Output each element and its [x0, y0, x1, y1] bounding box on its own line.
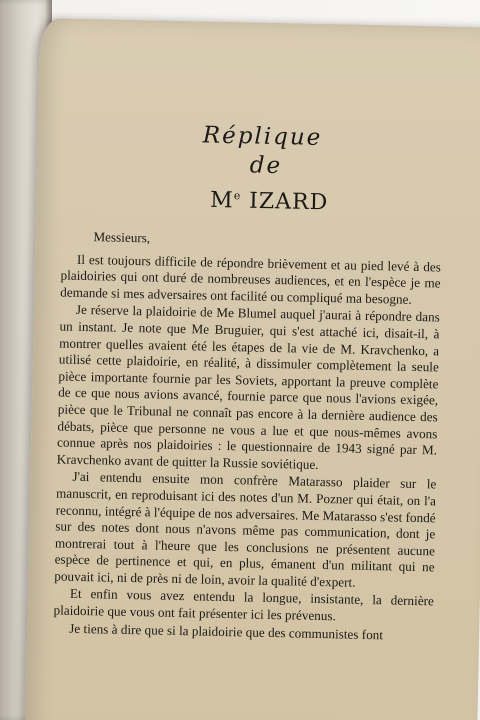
salutation: Messieurs,: [93, 229, 151, 246]
title-prefix: M: [209, 187, 234, 214]
title-line-de: de: [249, 152, 283, 180]
title-surname: IZARD: [248, 188, 329, 216]
paragraph-1: Il est toujours difficile de répondre brièvement et au pied levé à des plaidoiries qui ont duré de nombreuses audiences, et en l'espèce je me demande si mes adversaires ont facilité ou compliqué ma besogne.: [60, 251, 442, 307]
title-line-name: [72, 177, 467, 223]
body-text: [53, 228, 441, 644]
paragraph-4: Et enfin vous avez entendu la longue, insistante, la dernière plaidoirie que vous ont fait présenter ici les prévenus.: [53, 586, 435, 624]
paragraph-3: J'ai entendu ensuite mon confrère Matarasso plaider sur le manuscrit, en reproduisant ici des notes d'un M. Pozner qui était, on l'a reconnu, intégré à l'équipe de nos adversaires. Me Matarasso s'est fondé sur des notes dont nous n'avons même pas communication, dont je montrerai tout à l'heure que les conclusions ne présentent aucune espèce de pertinence et qui, en plus, émanent d'un militant qui ne pouvait ici, ni de près ni de loin, avoir la qualité d'expert.: [54, 469, 437, 590]
book-page: [25, 18, 480, 720]
title-prefix-sup: e: [233, 189, 242, 203]
paragraph-5: Je tiens à dire que si la plaidoirie que des communistes font: [69, 620, 384, 642]
paragraph-2: Je réserve la plaidoirie de Me Blumel auquel j'aurai à répondre dans un instant. Je note que Me Bruguier, qui s'est attaché ici, disait-il, à montrer quelles avaient été les étapes de la vie de M. Kravchenko, a utilisé cette plaidoirie, en réalité, à dissimuler complètement la seule pièce importante fournie par les Soviets, apportant la preuve complète de ce que nous avions avancé, fournie parce que nous l'avions exigée, pièce que le Tribunal ne connaît pas encore à la dernière audience des débats, pièce que personne ne vous a lue et que nous-mêmes avons connue après nos plaidoiries : le questionnaire de 1943 signé par M. Kravchenko avant de quitter la Russie soviétique.: [56, 302, 440, 472]
title-line-replique: Réplique: [202, 122, 323, 151]
chapter-title: [36, 118, 468, 222]
